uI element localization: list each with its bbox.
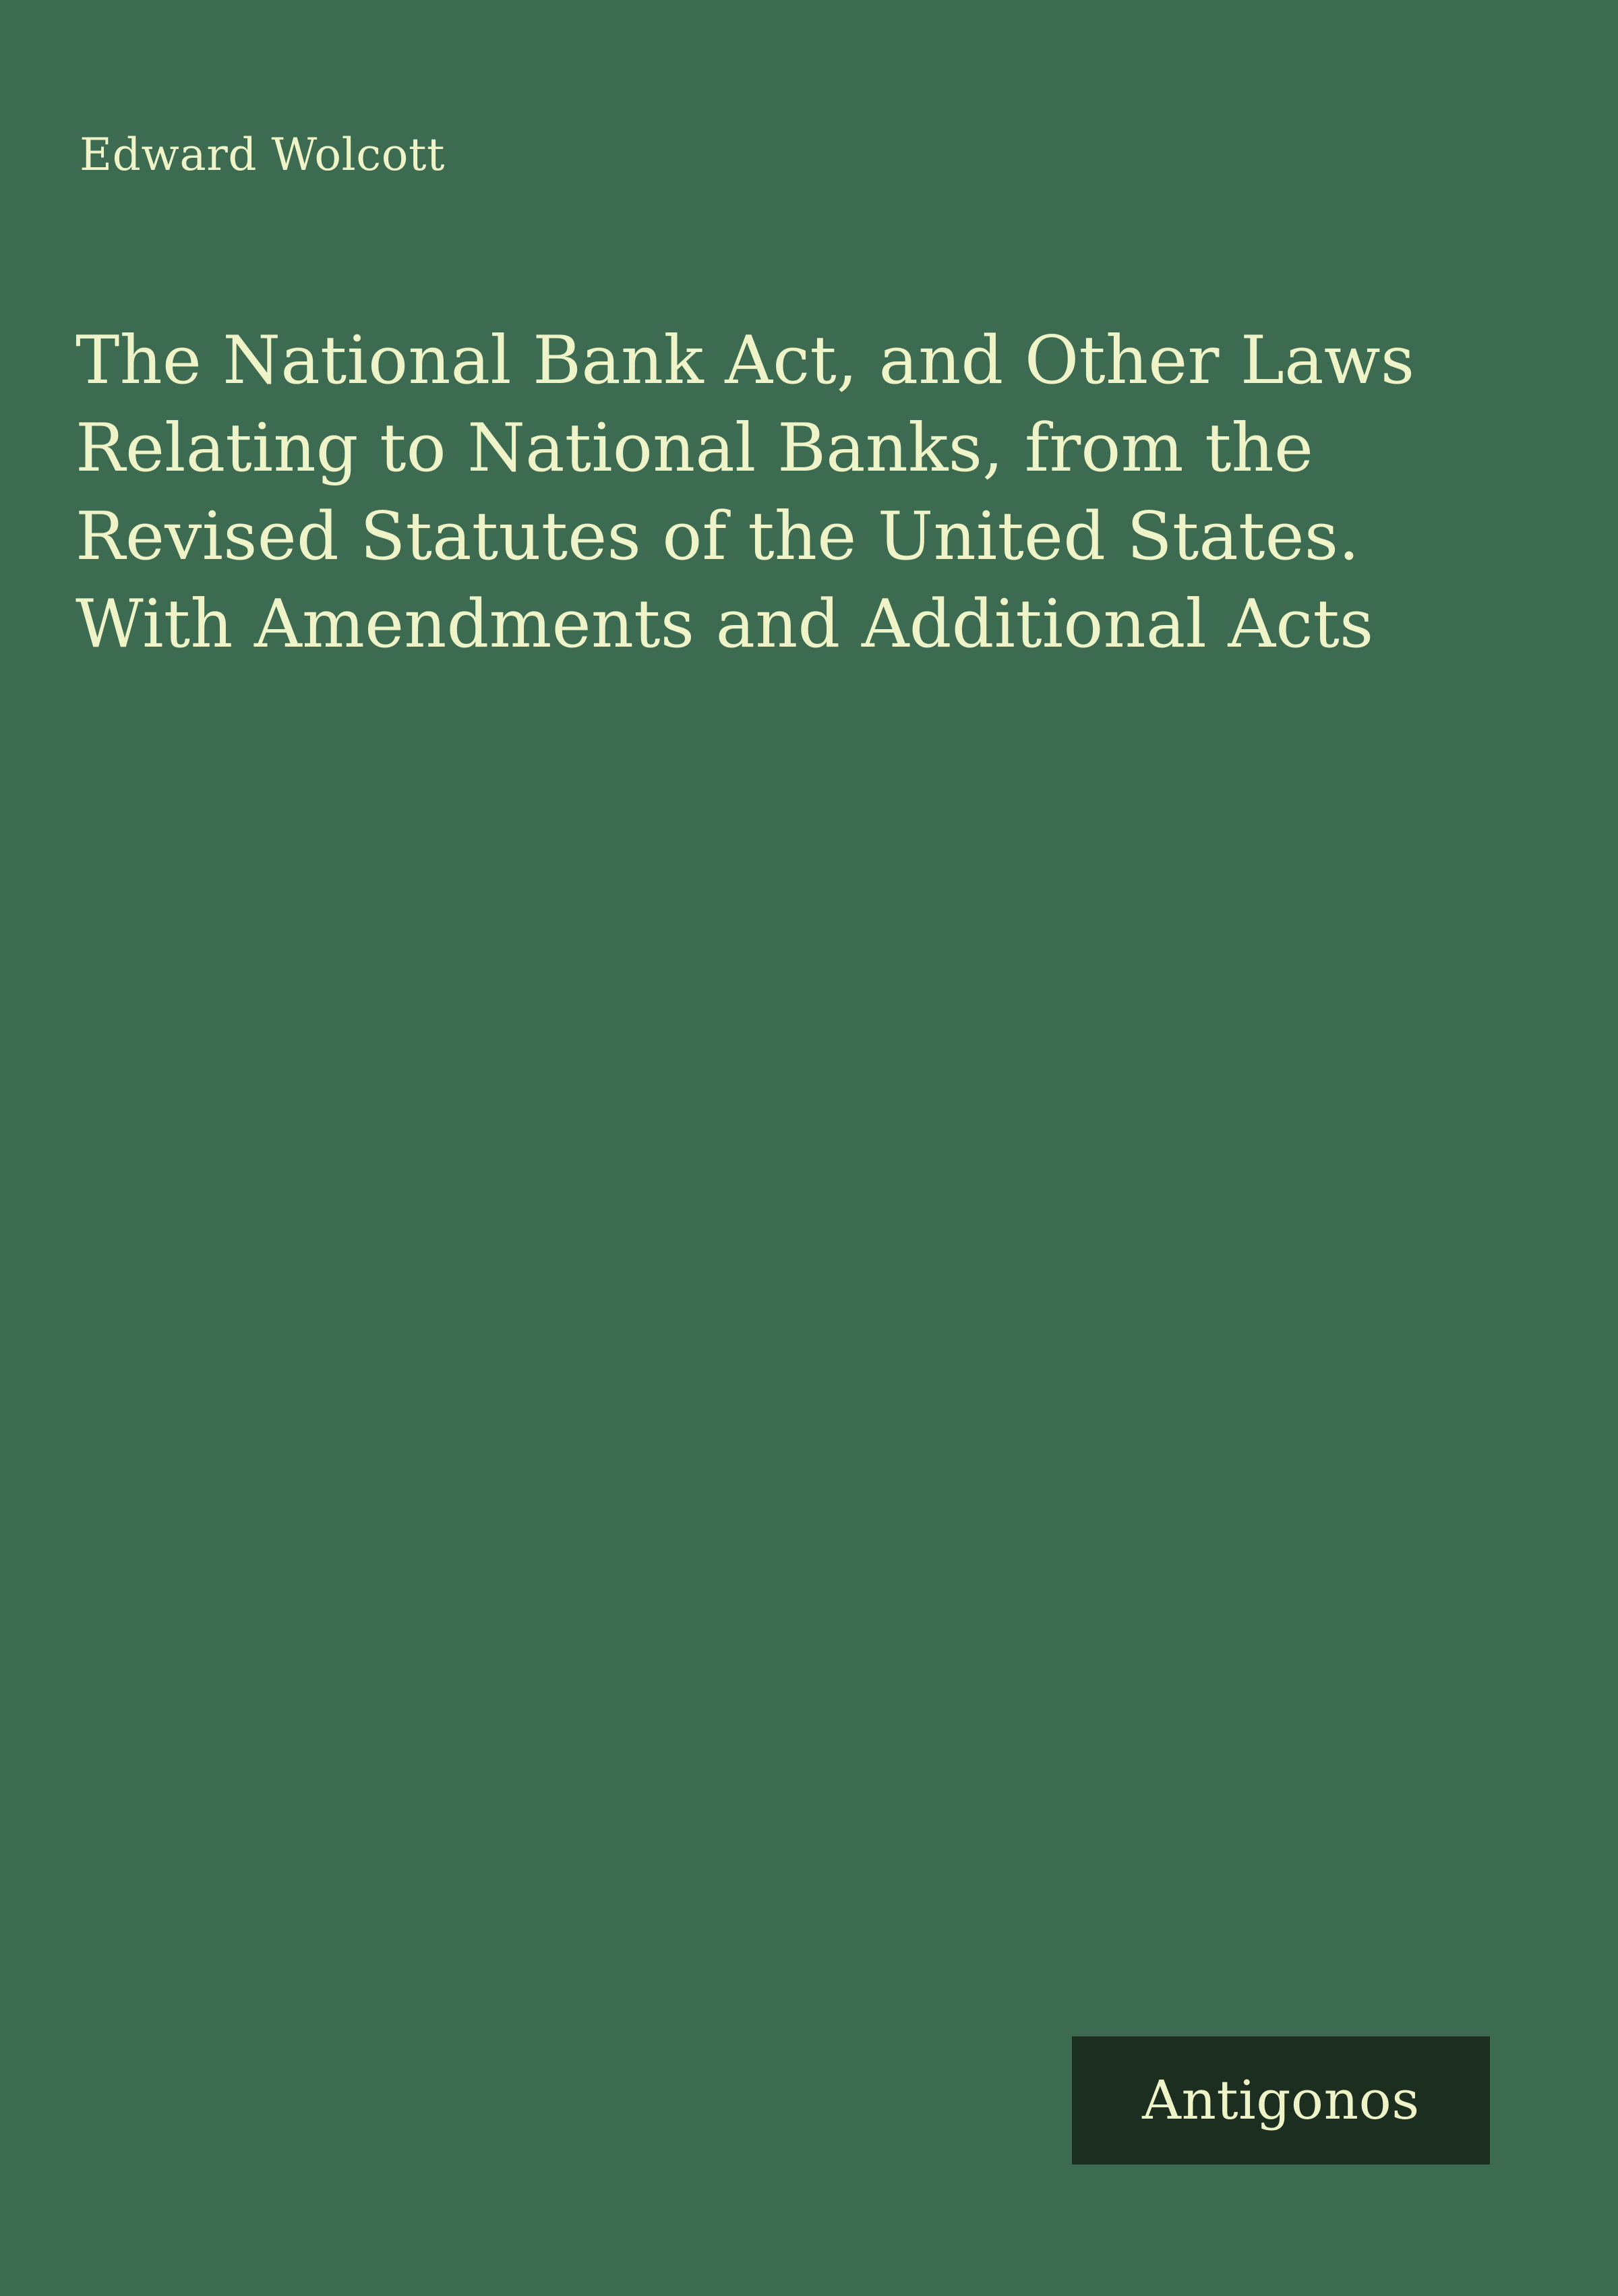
publisher-badge <box>1072 2036 1490 2165</box>
book-title: The National Bank Act, and Other Laws Relating to National Banks, from the Revised Statutes of the United States. With Amendments and Additional Acts <box>76 322 1415 663</box>
publisher-name: Antigonos <box>1142 2069 1420 2131</box>
author-name: Edward Wolcott <box>80 129 445 181</box>
